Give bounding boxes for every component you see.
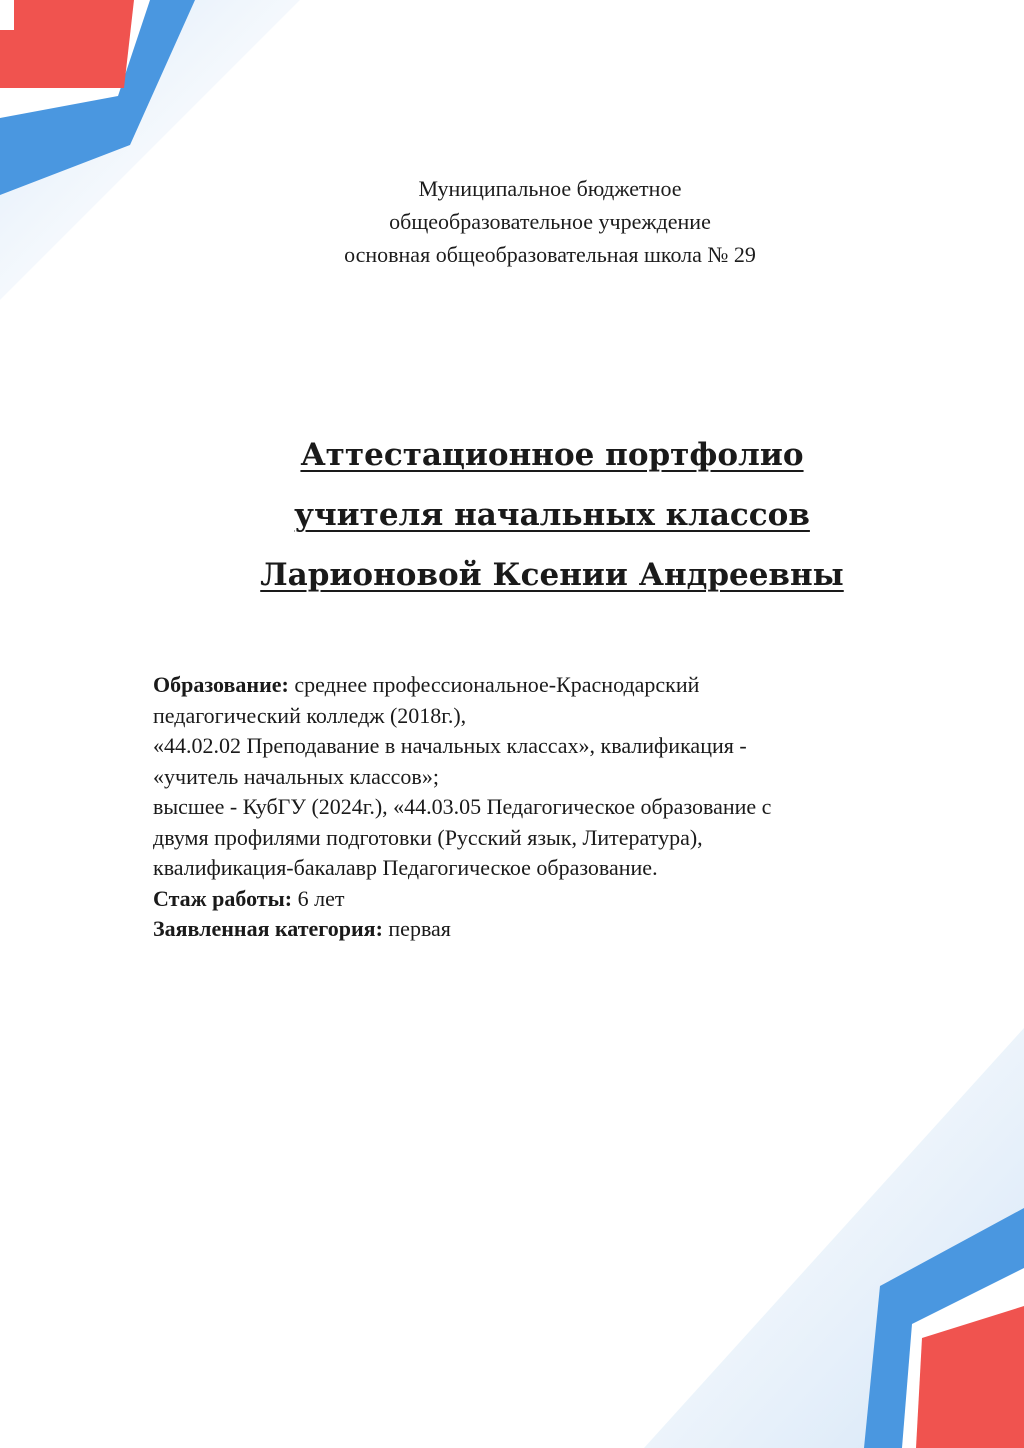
education-line-1	[153, 670, 953, 701]
tl-edge	[0, 0, 14, 30]
education-line-4: «учитель начальных классов»;	[153, 763, 439, 789]
experience-label: Стаж работы:	[153, 885, 293, 911]
experience-line	[153, 884, 953, 915]
education-line-6: двумя профилями подготовки (Русский язык, Литература),	[153, 824, 703, 850]
br-blue-band	[864, 1208, 1024, 1448]
category-label: Заявленная категория:	[153, 916, 383, 941]
category-line	[153, 914, 953, 945]
education-label: Образование:	[153, 672, 289, 697]
tl-white-band	[0, 0, 150, 118]
bottom-right-flag-decoration	[644, 1028, 1024, 1448]
category-value: первая	[388, 916, 451, 941]
education-line-3: «44.02.02 Преподавание в начальных классах», квалификация -	[153, 733, 747, 758]
title-line-1-text: Аттестационное портфолио	[300, 437, 804, 473]
tl-red-band	[0, 0, 134, 88]
education-line-2: педагогический колледж (2018г.),	[153, 702, 467, 728]
header-line-1: Муниципальное бюджетное	[418, 176, 682, 201]
title-line-2	[0, 485, 1024, 545]
title-line-2-text: учителя начальных классов	[294, 497, 810, 533]
br-red-band	[916, 1306, 1024, 1448]
title-line-3-text: Ларионовой Ксении Андреевны	[260, 557, 844, 593]
header-line-3: основная общеобразовательная школа № 29	[344, 242, 756, 267]
school-header	[0, 172, 1024, 271]
title-line-1	[0, 425, 1024, 485]
education-text-1: среднее профессиональное-Краснодарский	[294, 672, 700, 697]
teacher-info	[153, 670, 953, 945]
br-light-band	[644, 1028, 1024, 1448]
title-line-3	[0, 545, 1024, 605]
portfolio-title	[0, 425, 1024, 605]
br-white-band	[902, 1268, 1024, 1448]
education-line-5: высшее - КубГУ (2024г.), «44.03.05 Педагогическое образование с	[153, 794, 772, 819]
header-line-2: общеобразовательное учреждение	[389, 209, 711, 234]
education-line-7: квалификация-бакалавр Педагогическое образование.	[153, 855, 658, 880]
tl-blue-band	[0, 0, 195, 195]
experience-value: 6 лет	[297, 885, 345, 911]
